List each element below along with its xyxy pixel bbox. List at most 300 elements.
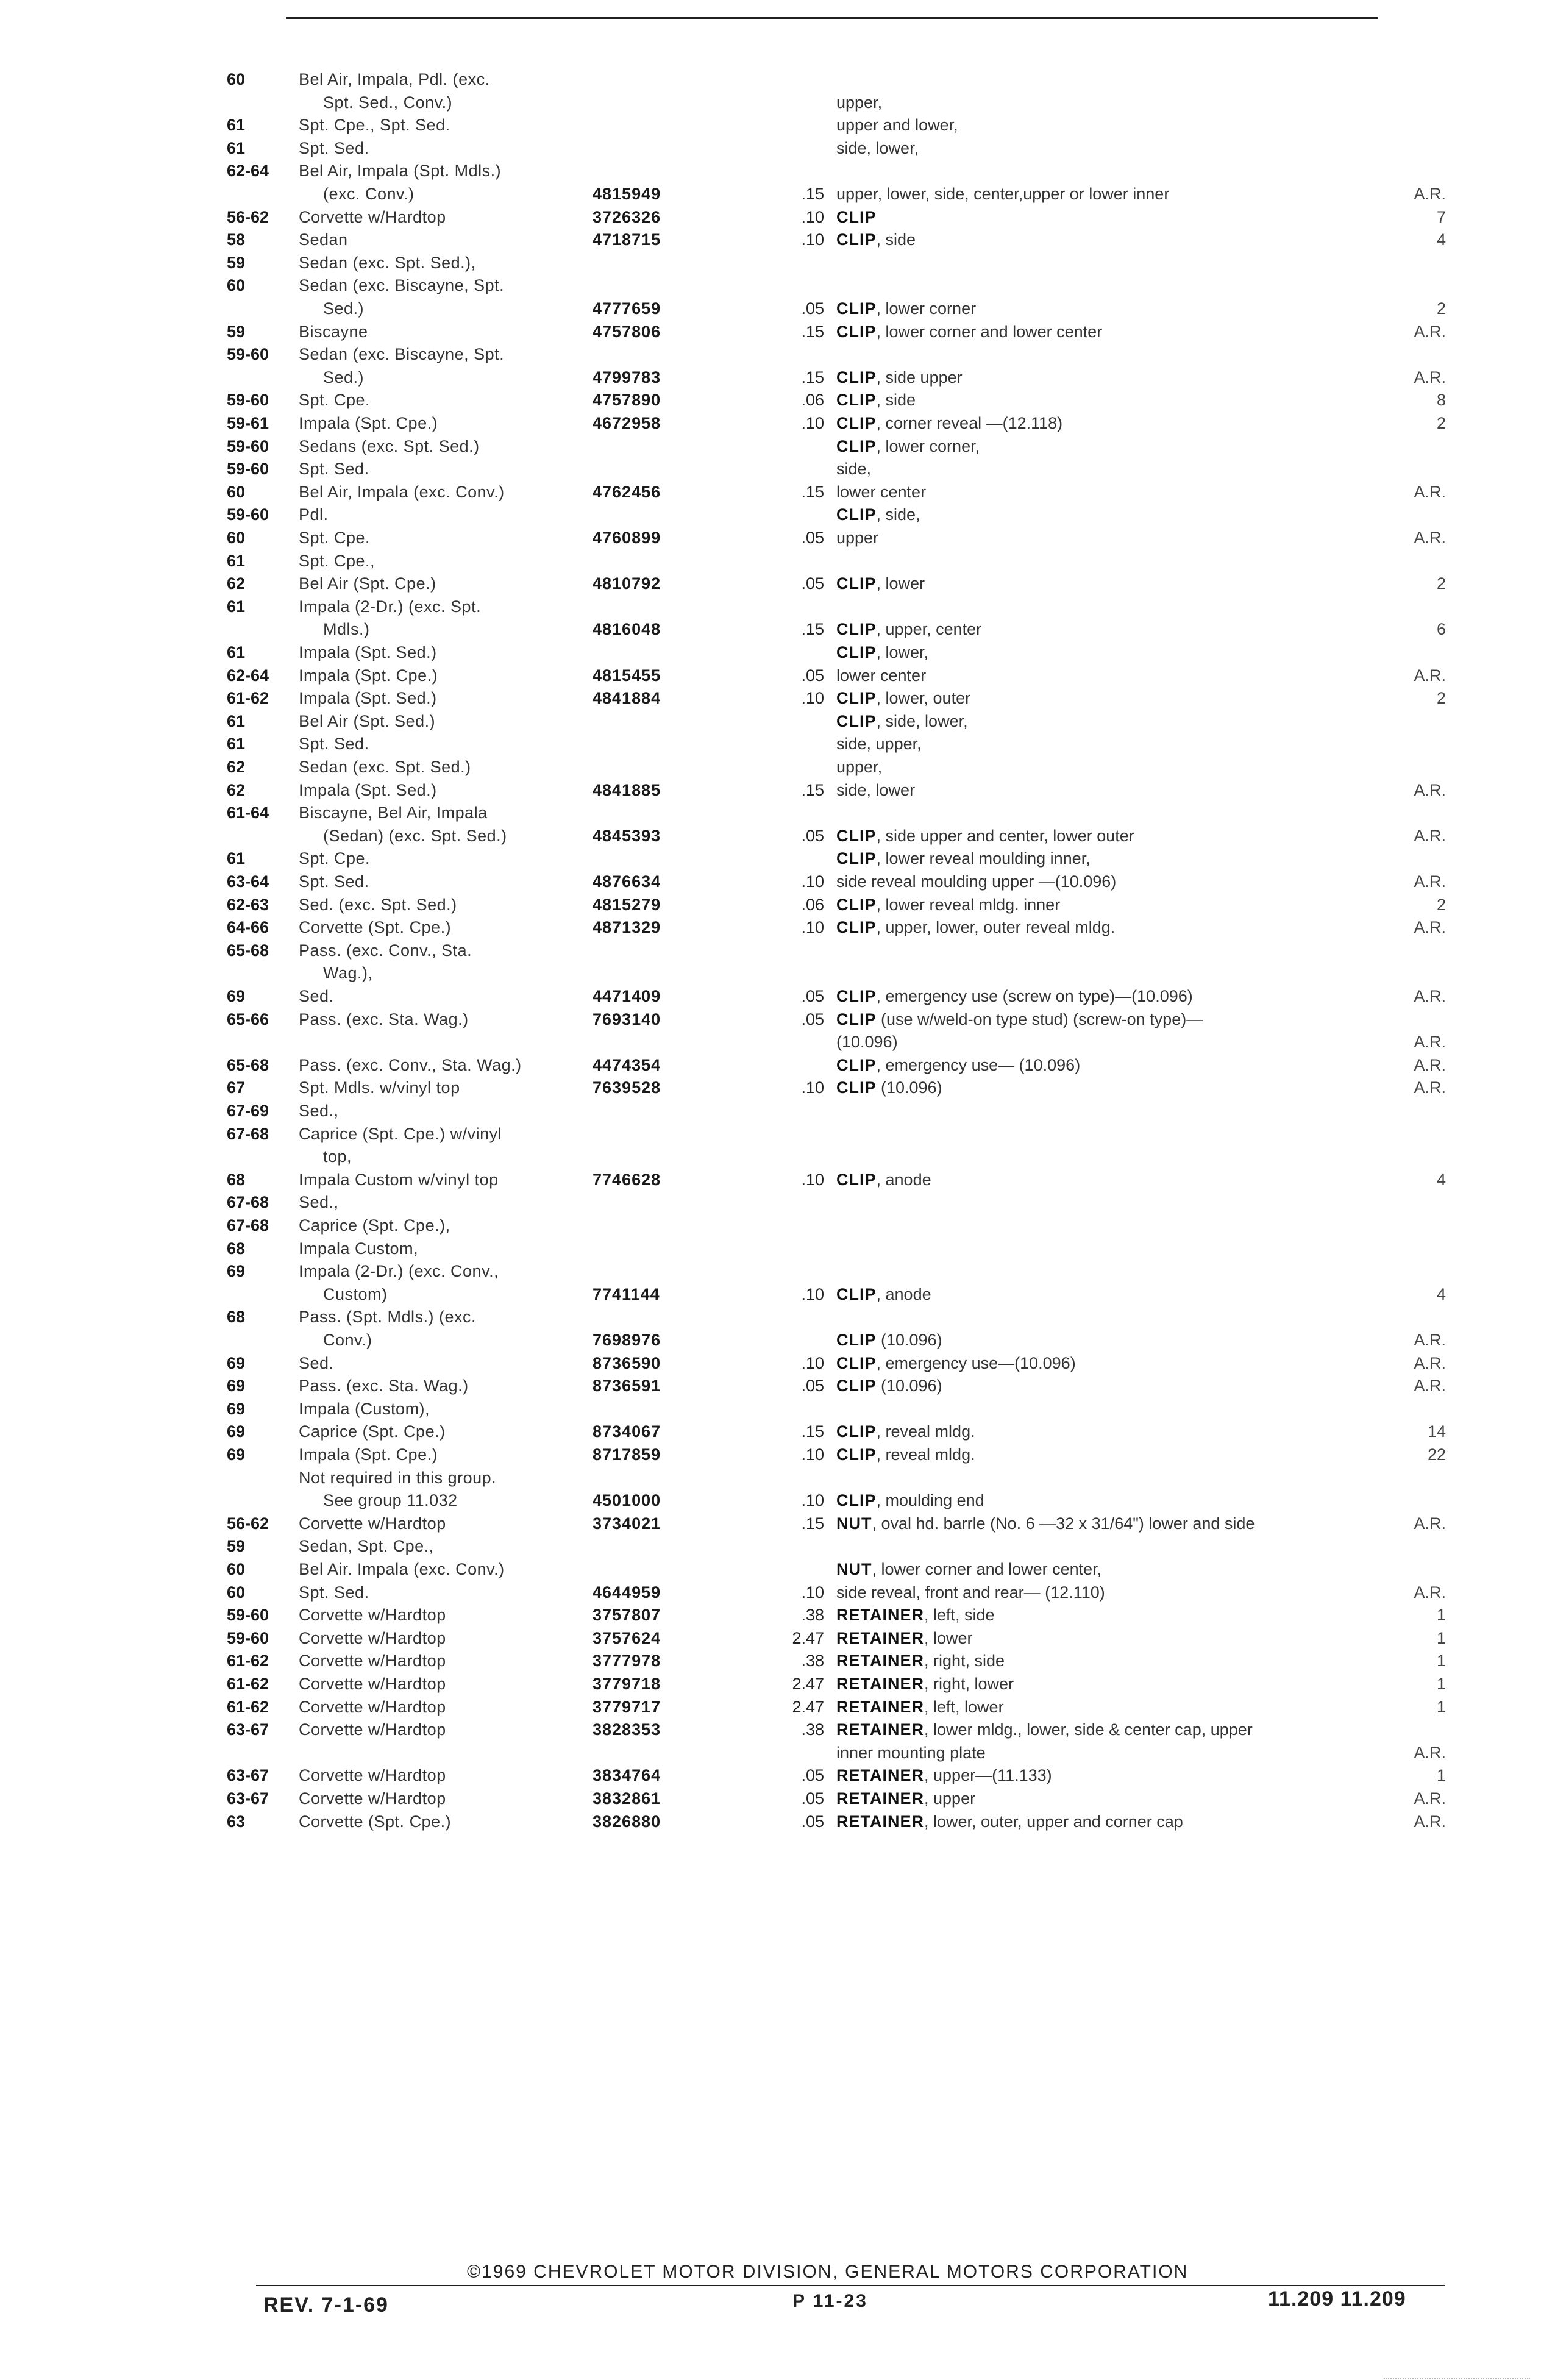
catalog-row [227,274,1446,296]
catalog-row [227,1787,1446,1809]
model-cell: top, [323,1147,352,1166]
part-number-cell: 4757890 [593,391,661,410]
quantity-cell: A.R. [1414,1033,1446,1052]
part-keyword: RETAINER [836,1606,925,1625]
year-cell: 61 [227,138,246,157]
catalog-row [227,1100,1446,1122]
description-cell: upper, [836,93,883,112]
model-cell: Sed.) [323,368,365,387]
price-cell: .06 [801,895,824,914]
model-cell: Corvette (Spt. Cpe.) [299,1812,452,1831]
description-cell: upper [836,529,879,547]
model-cell: Sed.) [323,299,365,318]
year-cell: 61 [227,597,246,616]
part-keyword: CLIP [836,414,877,432]
price-cell: .10 [801,872,824,891]
model-cell: Pass. (exc. Sta. Wag.) [299,1377,469,1395]
catalog-row [227,802,1446,824]
model-cell: Sed. [299,1353,334,1372]
model-cell: Impala (2-Dr.) (exc. Spt. [299,597,482,616]
price-cell: .10 [801,207,824,226]
year-cell: 61-62 [227,1651,269,1670]
catalog-row [227,321,1446,343]
year-cell: 59-60 [227,1606,269,1625]
part-keyword: CLIP [836,207,877,226]
part-number-cell: 3828353 [593,1720,661,1739]
part-number-cell: 4757806 [593,322,661,341]
price-cell: .10 [801,918,824,937]
year-cell: 59-60 [227,345,269,364]
description-cell: RETAINER, upper—(11.133) [836,1766,1052,1785]
part-number-cell: 4760899 [593,529,661,547]
part-number-cell: 4841885 [593,780,661,799]
year-cell: 59-60 [227,460,269,479]
quantity-cell: A.R. [1414,185,1446,203]
description-cell: upper, lower, side, center,upper or lower inner [836,185,1170,203]
catalog-row [227,389,1446,411]
catalog-row [227,298,1446,319]
part-keyword: CLIP [836,505,877,524]
price-cell: .15 [801,620,824,639]
model-cell: Sedan (exc. Biscayne, Spt. [299,345,505,364]
description-cell: CLIP, side [836,230,916,249]
year-cell: 63-67 [227,1789,269,1808]
copyright-notice: ©1969 CHEVROLET MOTOR DIVISION, GENERAL MOTORS CORPORATION [463,2262,1192,2282]
year-cell: 59-61 [227,414,269,432]
catalog-row [227,1604,1446,1626]
description-cell: lower center [836,666,927,685]
part-number-cell: 4845393 [593,826,661,845]
price-cell: .05 [801,666,824,685]
part-number-cell: 4799783 [593,368,661,387]
quantity-cell: A.R. [1414,368,1446,387]
part-keyword: RETAINER [836,1628,925,1647]
part-number-cell: 3826880 [593,1812,661,1831]
catalog-row [227,1123,1446,1145]
part-keyword: CLIP [836,849,877,868]
part-keyword: CLIP [836,1078,877,1097]
model-cell: Corvette w/Hardtop [299,1766,446,1785]
model-cell: Pass. (exc. Conv., Sta. Wag.) [299,1055,522,1074]
description-cell: CLIP, moulding end [836,1491,984,1510]
price-cell: 2.47 [792,1628,824,1647]
price-cell: .10 [801,230,824,249]
catalog-row [227,1169,1446,1191]
quantity-cell: 4 [1436,1170,1446,1189]
year-cell: 65-68 [227,1055,269,1074]
year-cell: 67 [227,1078,246,1097]
part-keyword: RETAINER [836,1789,925,1808]
quantity-cell: 8 [1436,391,1446,410]
part-number-cell: 4474354 [593,1055,661,1074]
model-cell: Impala (Custom), [299,1399,430,1418]
model-cell: Corvette w/Hardtop [299,1651,446,1670]
year-cell: 67-68 [227,1193,269,1212]
part-keyword: RETAINER [836,1720,925,1739]
year-cell: 67-68 [227,1124,269,1143]
price-cell: .05 [801,987,824,1005]
part-number-cell: 4815949 [593,185,661,203]
year-cell: 67-68 [227,1216,269,1235]
year-cell: 65-68 [227,941,269,960]
quantity-cell: A.R. [1414,1377,1446,1395]
quantity-cell: 1 [1436,1697,1446,1716]
part-keyword: NUT [836,1514,872,1533]
catalog-row [227,1145,1446,1167]
part-number-cell: 4644959 [593,1583,661,1602]
year-cell: 60 [227,1583,246,1602]
model-cell: Spt. Cpe., [299,551,375,570]
catalog-row [227,1489,1446,1511]
year-cell: 61-62 [227,1697,269,1716]
quantity-cell: A.R. [1414,1055,1446,1074]
quantity-cell: 4 [1436,230,1446,249]
description-cell: CLIP, emergency use (screw on type)—(10.096) [836,987,1193,1005]
part-number-cell: 3779717 [593,1697,661,1716]
year-cell: 61 [227,643,246,661]
description-cell: lower center [836,482,927,501]
part-keyword: CLIP [836,391,877,410]
price-cell: .15 [801,1514,824,1533]
catalog-row [227,366,1446,388]
catalog-row [227,1444,1446,1466]
price-cell: .10 [801,1170,824,1189]
year-cell: 59 [227,322,246,341]
price-cell: .10 [801,414,824,432]
catalog-row [227,733,1446,755]
model-cell: Mdls.) [323,620,370,639]
catalog-row [227,871,1446,892]
year-cell: 61 [227,711,246,730]
catalog-row [227,1535,1446,1557]
part-number-cell: 3832861 [593,1789,661,1808]
part-number-cell: 4777659 [593,299,661,318]
description-cell: CLIP, reveal mldg. [836,1422,975,1441]
quantity-cell: 22 [1427,1445,1446,1464]
quantity-cell: A.R. [1414,1812,1446,1831]
catalog-row [227,1558,1446,1580]
catalog-row [227,252,1446,274]
model-cell: Spt. Cpe. [299,849,371,868]
part-keyword: CLIP [836,826,877,845]
catalog-row [227,1031,1446,1053]
year-cell: 62-63 [227,895,269,914]
model-cell: Impala (Spt. Sed.) [299,643,437,661]
year-cell: 56-62 [227,207,269,226]
model-cell: Biscayne [299,322,368,341]
price-cell: .05 [801,1766,824,1785]
quantity-cell: A.R. [1414,987,1446,1005]
part-keyword: CLIP [836,1010,877,1028]
price-cell: .05 [801,574,824,593]
year-cell: 60 [227,276,246,295]
description-cell: CLIP (10.096) [836,1331,942,1349]
description-cell: CLIP (10.096) [836,1377,942,1395]
description-cell: NUT, oval hd. barrle (No. 6 —32 x 31/64") lower and side [836,1514,1255,1533]
page-number: P 11-23 [792,2291,868,2311]
catalog-row [227,1214,1446,1236]
part-number-cell: 3757807 [593,1606,661,1625]
quantity-cell: A.R. [1414,1789,1446,1808]
model-cell: Bel Air (Spt. Sed.) [299,711,436,730]
catalog-row [227,1467,1446,1489]
model-cell: Sed. (exc. Spt. Sed.) [299,895,457,914]
part-keyword: RETAINER [836,1766,925,1785]
description-cell: CLIP, reveal mldg. [836,1445,975,1464]
catalog-row [227,1077,1446,1099]
description-cell: CLIP, lower corner, [836,436,980,455]
year-cell: 63-67 [227,1766,269,1785]
description-cell: CLIP, side [836,391,916,410]
description-cell: CLIP, anode [836,1284,931,1303]
part-number-cell: 3726326 [593,207,661,226]
part-keyword: CLIP [836,987,877,1005]
catalog-row [227,825,1446,847]
year-cell: 65-66 [227,1010,269,1028]
part-number-cell: 7693140 [593,1010,661,1028]
part-number-cell: 3777978 [593,1651,661,1670]
description-cell: NUT, lower corner and lower center, [836,1560,1102,1578]
group-reference: 11.209 11.209 [1268,2287,1406,2311]
year-cell: 56-62 [227,1514,269,1533]
part-number-cell: 7698976 [593,1331,661,1349]
model-cell: Spt. Sed., Conv.) [323,93,453,112]
part-number-cell: 4815455 [593,666,661,685]
catalog-row [227,527,1446,549]
description-cell: CLIP, anode [836,1170,931,1189]
price-cell: .05 [801,299,824,318]
model-cell: Corvette w/Hardtop [299,1514,446,1533]
quantity-cell: 2 [1436,689,1446,708]
year-cell: 62 [227,574,246,593]
description-cell: CLIP, lower [836,574,925,593]
year-cell: 60 [227,482,246,501]
description-cell: (10.096) [836,1033,898,1052]
part-keyword: CLIP [836,643,877,661]
part-number-cell: 8736591 [593,1377,661,1395]
model-cell: Bel Air. Impala (exc. Conv.) [299,1560,505,1578]
year-cell: 64-66 [227,918,269,937]
year-cell: 69 [227,1353,246,1372]
catalog-row [227,550,1446,572]
model-cell: Corvette w/Hardtop [299,1720,446,1739]
catalog-row [227,847,1446,869]
catalog-row [227,1352,1446,1374]
part-number-cell: 3834764 [593,1766,661,1785]
quantity-cell: A.R. [1414,1743,1446,1762]
part-number-cell: 8734067 [593,1422,661,1441]
part-number-cell: 4672958 [593,414,661,432]
year-cell: 61 [227,849,246,868]
model-cell: Caprice (Spt. Cpe.) w/vinyl [299,1124,502,1143]
quantity-cell: A.R. [1414,1583,1446,1602]
description-cell: CLIP, lower reveal moulding inner, [836,849,1091,868]
part-number-cell: 4471409 [593,987,661,1005]
description-cell: RETAINER, lower mldg., lower, side & center cap, upper [836,1720,1253,1739]
price-cell: .10 [801,1284,824,1303]
catalog-row [227,435,1446,457]
top-rule [286,17,1378,19]
catalog-row [227,572,1446,594]
year-cell: 69 [227,1399,246,1418]
scan-specks [1384,2378,1530,2380]
model-cell: Impala Custom, [299,1239,419,1258]
catalog-row [227,1238,1446,1259]
model-cell: Corvette w/Hardtop [299,1606,446,1625]
year-cell: 63-67 [227,1720,269,1739]
model-cell: Pass. (exc. Conv., Sta. [299,941,472,960]
catalog-row [227,1673,1446,1695]
description-cell: RETAINER, left, lower [836,1697,1004,1716]
catalog-row [227,1581,1446,1603]
quantity-cell: A.R. [1414,826,1446,845]
year-cell: 62 [227,758,246,776]
catalog-row [227,1742,1446,1764]
model-cell: (exc. Conv.) [323,185,415,203]
model-cell: Impala (Spt. Sed.) [299,780,437,799]
quantity-cell: A.R. [1414,872,1446,891]
description-cell: CLIP, lower reveal mldg. inner [836,895,1061,914]
catalog-row [227,664,1446,686]
year-cell: 63-64 [227,872,269,891]
catalog-row [227,1329,1446,1351]
part-keyword: CLIP [836,368,877,387]
model-cell: Sedan, Spt. Cpe., [299,1537,434,1556]
model-cell: Impala (Spt. Cpe.) [299,1445,438,1464]
model-cell: See group 11.032 [323,1491,458,1510]
part-number-cell: 7746628 [593,1170,661,1189]
footer-rule [256,2285,1445,2286]
model-cell: Corvette w/Hardtop [299,1789,446,1808]
price-cell: .10 [801,1491,824,1510]
part-number-cell: 3779718 [593,1675,661,1693]
model-cell: Spt. Sed. [299,735,369,754]
part-keyword: CLIP [836,1284,877,1303]
model-cell: Conv.) [323,1331,372,1349]
year-cell: 61 [227,735,246,754]
quantity-cell: A.R. [1414,1353,1446,1372]
catalog-row [227,229,1446,251]
catalog-row [227,137,1446,159]
description-cell: side reveal moulding upper —(10.096) [836,872,1117,891]
year-cell: 59-60 [227,436,269,455]
description-cell: side reveal, front and rear— (12.110) [836,1583,1105,1602]
quantity-cell: 1 [1436,1675,1446,1693]
catalog-row [227,160,1446,182]
model-cell: Spt. Sed. [299,872,369,891]
description-cell: RETAINER, lower, outer, upper and corner cap [836,1812,1183,1831]
model-cell: Sed., [299,1102,339,1120]
catalog-row [227,1054,1446,1076]
quantity-cell: A.R. [1414,918,1446,937]
part-number-cell: 4810792 [593,574,661,593]
part-number-cell: 4718715 [593,230,661,249]
quantity-cell: A.R. [1414,322,1446,341]
description-cell: CLIP, upper, center [836,620,982,639]
catalog-row [227,1260,1446,1282]
price-cell: .05 [801,1377,824,1395]
catalog-row [227,618,1446,640]
catalog-row [227,1696,1446,1718]
price-cell: .15 [801,368,824,387]
year-cell: 59-60 [227,391,269,410]
model-cell: Custom) [323,1284,388,1303]
year-cell: 63 [227,1812,246,1831]
quantity-cell: 4 [1436,1284,1446,1303]
description-cell: CLIP, emergency use—(10.096) [836,1353,1076,1372]
price-cell: .38 [801,1606,824,1625]
model-cell: Corvette w/Hardtop [299,1697,446,1716]
catalog-row [227,1398,1446,1420]
price-cell: .05 [801,1812,824,1831]
model-cell: Biscayne, Bel Air, Impala [299,803,488,822]
description-cell: side, lower, [836,138,919,157]
year-cell: 59-60 [227,1628,269,1647]
model-cell: Spt. Mdls. w/vinyl top [299,1078,460,1097]
part-number-cell: 7639528 [593,1078,661,1097]
year-cell: 68 [227,1308,246,1327]
description-cell: RETAINER, right, side [836,1651,1005,1670]
price-cell: .15 [801,185,824,203]
part-number-cell: 4816048 [593,620,661,639]
year-cell: 60 [227,529,246,547]
description-cell: CLIP, lower, [836,643,929,661]
part-number-cell: 4762456 [593,482,661,501]
price-cell: .10 [801,1078,824,1097]
year-cell: 62-64 [227,162,269,180]
catalog-row [227,779,1446,801]
model-cell: (Sedan) (exc. Spt. Sed.) [323,826,507,845]
part-keyword: RETAINER [836,1675,925,1693]
part-number-cell: 4876634 [593,872,661,891]
part-keyword: CLIP [836,436,877,455]
description-cell: side, lower [836,780,916,799]
model-cell: Spt. Sed. [299,138,369,157]
part-keyword: CLIP [836,1422,877,1441]
part-keyword: CLIP [836,1170,877,1189]
model-cell: Caprice (Spt. Cpe.) [299,1422,446,1441]
catalog-row [227,343,1446,365]
quantity-cell: 2 [1436,299,1446,318]
model-cell: Pdl. [299,505,329,524]
catalog-row [227,1191,1446,1213]
catalog-row [227,1420,1446,1442]
model-cell: Corvette w/Hardtop [299,1675,446,1693]
model-cell: Spt. Cpe. [299,391,371,410]
part-keyword: CLIP [836,574,877,593]
model-cell: Bel Air, Impala, Pdl. (exc. [299,70,490,88]
description-cell: CLIP, side, lower, [836,711,968,730]
year-cell: 59-60 [227,505,269,524]
price-cell: .38 [801,1651,824,1670]
catalog-row [227,985,1446,1007]
price-cell: 2.47 [792,1697,824,1716]
quantity-cell: 2 [1436,895,1446,914]
quantity-cell: 1 [1436,1606,1446,1625]
description-cell: RETAINER, left, side [836,1606,995,1625]
price-cell: .10 [801,1445,824,1464]
part-keyword: CLIP [836,1445,877,1464]
quantity-cell: A.R. [1414,1514,1446,1533]
quantity-cell: A.R. [1414,1078,1446,1097]
quantity-cell: 1 [1436,1651,1446,1670]
catalog-row [227,687,1446,709]
model-cell: Impala (Spt. Cpe.) [299,414,438,432]
catalog-row [227,114,1446,136]
part-number-cell: 8736590 [593,1353,661,1372]
year-cell: 69 [227,1445,246,1464]
model-cell: Not required in this group. [299,1468,497,1487]
